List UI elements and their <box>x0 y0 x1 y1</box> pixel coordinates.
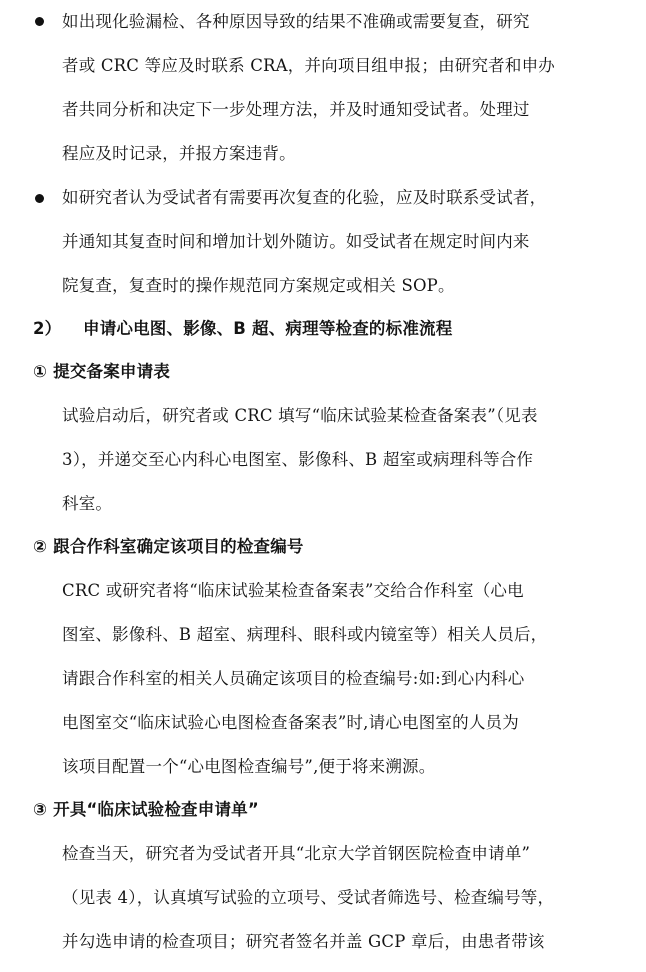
bullet-2-line-2: 并通知其复查时间和增加计划外随访。如受试者在规定时间内来 <box>62 232 530 251</box>
step-1-line-1: 试验启动后，研究者或 CRC 填写“临床试验某检查备案表”（见表 <box>62 406 538 425</box>
bullet-dot <box>35 17 44 26</box>
step-2-line-5: 该项目配置一个“心电图检查编号”,便于将来溯源。 <box>62 757 436 776</box>
bullet-1-line-2: 者或 CRC 等应及时联系 CRA，并向项目组申报；由研究者和申办 <box>62 56 555 75</box>
section-number: 2） <box>33 319 62 338</box>
step-2-line-2: 图室、影像科、B 超室、病理科、眼科或内镜室等）相关人员后， <box>62 625 548 644</box>
step-2-line-1: CRC 或研究者将“临床试验某检查备案表”交给合作科室（心电 <box>62 581 524 600</box>
step-1-heading: ① 提交备案申请表 <box>33 362 171 381</box>
step-2-heading: ② 跟合作科室确定该项目的检查编号 <box>33 537 304 556</box>
step-2-line-4: 电图室交“临床试验心电图检查备案表”时,请心电图室的人员为 <box>62 713 519 732</box>
bullet-1-line-4: 程应及时记录，并报方案违背。 <box>62 144 296 163</box>
step-1-line-2: 3），并递交至心内科心电图室、影像科、B 超室或病理科等合作 <box>62 450 534 469</box>
bullet-2-line-1: 如研究者认为受试者有需要再次复查的化验，应及时联系受试者， <box>62 188 547 207</box>
bullet-dot <box>35 194 44 203</box>
step-3-line-2: （见表 4），认真填写试验的立项号、受试者筛选号、检查编号等， <box>62 888 555 907</box>
step-3-line-1: 检查当天，研究者为受试者开具“北京大学首钢医院检查申请单” <box>62 844 531 863</box>
section-title: 申请心电图、影像、B 超、病理等检查的标准流程 <box>83 319 453 338</box>
bullet-2-line-3: 院复查，复查时的操作规范同方案规定或相关 SOP。 <box>62 276 455 295</box>
bullet-1-line-1: 如出现化验漏检、各种原因导致的结果不准确或需要复查，研究 <box>62 12 530 31</box>
step-2-line-3: 请跟合作科室的相关人员确定该项目的检查编号:如:到心内科心 <box>62 669 525 688</box>
step-3-line-3: 并勾选申请的检查项目；研究者签名并盖 GCP 章后，由患者带该 <box>62 932 545 951</box>
step-3-heading: ③ 开具“临床试验检查申请单” <box>33 800 259 819</box>
bullet-1-line-3: 者共同分析和决定下一步处理方法，并及时通知受试者。处理过 <box>62 100 530 119</box>
step-1-line-3: 科室。 <box>62 494 113 513</box>
